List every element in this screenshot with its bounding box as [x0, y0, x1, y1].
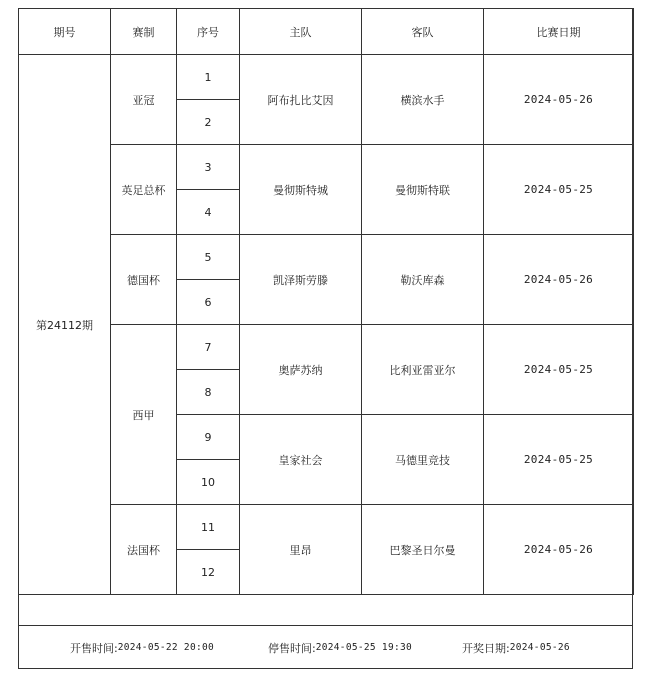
draw-date-value: 2024-05-26	[509, 642, 570, 653]
seq-cell: 8	[177, 370, 240, 415]
away-team-cell: 横滨水手	[362, 55, 484, 145]
sale-start-label: 开售时间:	[70, 641, 118, 655]
header-row	[19, 9, 634, 55]
sale-start-info	[70, 626, 214, 669]
match-date-cell: 2024-05-25	[484, 415, 634, 505]
sale-info-footer	[18, 626, 633, 669]
sale-start-value: 2024-05-22 20:00	[117, 642, 215, 653]
seq-cell: 7	[177, 325, 240, 370]
away-team-cell: 勒沃库森	[362, 235, 484, 325]
sale-stop-info	[268, 626, 412, 669]
table-row	[19, 145, 634, 190]
seq-cell: 11	[177, 505, 240, 550]
blank-row	[18, 600, 633, 626]
home-team-cell: 皇家社会	[240, 415, 362, 505]
draw-date-info	[462, 626, 570, 669]
schedule-table	[18, 8, 634, 595]
header-match-date: 比赛日期	[484, 9, 634, 55]
competition-cell: 德国杯	[111, 235, 177, 325]
seq-cell: 9	[177, 415, 240, 460]
table-row	[19, 505, 634, 550]
home-team-cell: 里昂	[240, 505, 362, 595]
home-team-cell: 阿布扎比艾因	[240, 55, 362, 145]
period-cell: 第24112期	[19, 55, 111, 595]
seq-cell: 6	[177, 280, 240, 325]
match-date-cell: 2024-05-25	[484, 325, 634, 415]
seq-cell: 10	[177, 460, 240, 505]
away-team-cell: 比利亚雷亚尔	[362, 325, 484, 415]
table-row	[19, 325, 634, 370]
seq-cell: 5	[177, 235, 240, 280]
draw-date-label: 开奖日期:	[462, 641, 510, 655]
away-team-cell: 巴黎圣日尔曼	[362, 505, 484, 595]
home-team-cell: 奥萨苏纳	[240, 325, 362, 415]
table-row	[19, 55, 634, 100]
seq-cell: 3	[177, 145, 240, 190]
header-competition: 赛制	[111, 9, 177, 55]
match-date-cell: 2024-05-26	[484, 505, 634, 595]
header-home-team: 主队	[240, 9, 362, 55]
seq-cell: 4	[177, 190, 240, 235]
match-date-cell: 2024-05-25	[484, 145, 634, 235]
header-away-team: 客队	[362, 9, 484, 55]
away-team-cell: 曼彻斯特联	[362, 145, 484, 235]
competition-cell: 亚冠	[111, 55, 177, 145]
header-period: 期号	[19, 9, 111, 55]
competition-cell: 英足总杯	[111, 145, 177, 235]
seq-cell: 12	[177, 550, 240, 595]
competition-cell: 法国杯	[111, 505, 177, 595]
home-team-cell: 曼彻斯特城	[240, 145, 362, 235]
seq-cell: 1	[177, 55, 240, 100]
competition-cell: 西甲	[111, 325, 177, 505]
header-seq: 序号	[177, 9, 240, 55]
home-team-cell: 凯泽斯劳滕	[240, 235, 362, 325]
table-row	[19, 235, 634, 280]
match-date-cell: 2024-05-26	[484, 55, 634, 145]
seq-cell: 2	[177, 100, 240, 145]
away-team-cell: 马德里竞技	[362, 415, 484, 505]
sale-stop-value: 2024-05-25 19:30	[315, 642, 413, 653]
sale-stop-label: 停售时间:	[268, 641, 316, 655]
match-date-cell: 2024-05-26	[484, 235, 634, 325]
